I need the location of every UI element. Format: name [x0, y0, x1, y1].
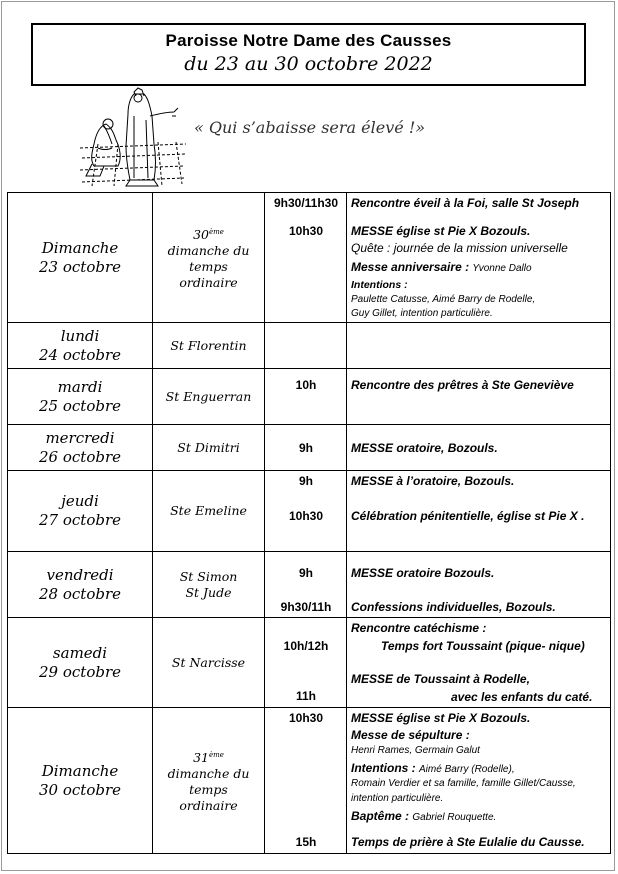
saint-cell: St Florentin: [153, 323, 265, 369]
table-row: [8, 369, 611, 425]
time-cell: [265, 708, 347, 854]
sunday-number: 31: [193, 750, 209, 766]
event-label: Intentions :: [351, 761, 416, 775]
event: Guy Gillet, intention particulière.: [351, 308, 493, 319]
time: 9h: [298, 441, 313, 455]
event: Paulette Catusse, Aimé Barry de Rodelle,: [351, 294, 536, 305]
event-cell: [347, 323, 611, 369]
pharisee-publican-illustration: [78, 86, 188, 190]
day-date: 26 octobre: [39, 447, 121, 466]
saint-cell: Ste Emeline: [153, 471, 265, 552]
day-date: 24 octobre: [39, 345, 121, 364]
day-name: jeudi: [61, 492, 99, 510]
event: Temps de prière à Ste Eulalie du Causse.: [351, 835, 585, 849]
day-cell: [8, 193, 153, 323]
day-cell: [8, 552, 153, 618]
event-value: Gabriel Rouquette.: [412, 812, 497, 823]
event: Temps fort Toussaint (pique- nique): [381, 639, 585, 653]
time-cell: [265, 425, 347, 471]
time-cell: [265, 369, 347, 425]
day-cell: [8, 618, 153, 708]
time-cell: [265, 618, 347, 708]
event: MESSE oratoire, Bozouls.: [351, 441, 498, 455]
event: MESSE église st Pie X Bozouls.: [351, 224, 531, 238]
page-title: Paroisse Notre Dame des Causses: [165, 31, 452, 50]
date-range: du 23 au 30 octobre 2022: [184, 53, 433, 75]
event: Rencontre éveil à la Foi, salle St Joseph: [351, 196, 580, 210]
event-label: Messe anniversaire :: [351, 260, 470, 274]
day-name: lundi: [60, 326, 100, 345]
event-cell: [347, 193, 611, 323]
event: avec les enfants du caté.: [451, 690, 593, 704]
day-date: 23 octobre: [39, 257, 121, 276]
event: [351, 761, 515, 775]
saint-line: temps: [189, 259, 228, 275]
saint-cell: St Narcisse: [153, 618, 265, 708]
time: 9h: [298, 474, 313, 488]
schedule-table: [7, 192, 611, 854]
event-cell: [347, 425, 611, 471]
time: 9h30/11h: [280, 600, 332, 614]
table-row: [8, 425, 611, 471]
event: [351, 260, 532, 274]
event-value: Aimé Barry (Rodelle),: [419, 764, 515, 775]
event: Romain Verdier et sa famille, famille Gillet/Causse,: [351, 778, 576, 789]
time: 10h: [295, 378, 317, 392]
time: 9h: [298, 566, 313, 580]
time: 10h/12h: [283, 639, 329, 653]
event: intention particulière.: [351, 793, 444, 804]
event: MESSE de Toussaint à Rodelle,: [351, 672, 530, 686]
time: 10h30: [288, 509, 324, 523]
event-value: Yvonne Dallo: [472, 263, 532, 274]
event: MESSE à l’oratoire, Bozouls.: [351, 474, 515, 488]
saint-line: ordinaire: [179, 275, 238, 291]
time: 10h30: [288, 224, 324, 238]
event: Henri Rames, Germain Galut: [351, 745, 480, 756]
table-row: [8, 708, 611, 854]
day-cell: [8, 471, 153, 552]
event: Rencontre catéchisme :: [351, 621, 487, 635]
day-name: Dimanche: [41, 238, 119, 257]
time-cell: [265, 323, 347, 369]
event: Messe de sépulture :: [351, 728, 470, 742]
event: MESSE église st Pie X Bozouls.: [351, 711, 531, 725]
event: Intentions :: [351, 279, 408, 291]
event-cell: [347, 708, 611, 854]
event: Quête : journée de la mission universelle: [351, 241, 568, 255]
day-date: 27 octobre: [39, 511, 121, 529]
event-cell: [347, 618, 611, 708]
saint-cell: St Enguerran: [153, 369, 265, 425]
sunday-suffix: ème: [208, 750, 224, 759]
sunday-suffix: ème: [208, 227, 224, 236]
saint-line: St Simon: [179, 568, 238, 584]
table-row: [8, 193, 611, 323]
quote: « Qui s’abaisse sera élevé !»: [194, 118, 426, 137]
day-date: 29 octobre: [39, 662, 121, 681]
saint-line: temps: [189, 782, 228, 798]
title-box: [31, 23, 586, 86]
table-row: [8, 552, 611, 618]
time: 11h: [295, 689, 316, 703]
event-cell: [347, 369, 611, 425]
saint-cell: St Dimitri: [153, 425, 265, 471]
table-row: [8, 323, 611, 369]
day-cell: [8, 323, 153, 369]
saint-cell: [153, 552, 265, 618]
saint-cell: [153, 193, 265, 323]
saint-line: dimanche du: [167, 243, 250, 259]
event: Confessions individuelles, Bozouls.: [351, 600, 556, 614]
table-row: [8, 618, 611, 708]
time: 15h: [295, 835, 317, 849]
day-name: vendredi: [46, 565, 114, 584]
table-row: [8, 471, 611, 552]
time-cell: [265, 471, 347, 552]
day-name: mardi: [57, 377, 103, 396]
event: MESSE oratoire Bozouls.: [351, 566, 495, 580]
saint-line: dimanche du: [167, 766, 250, 782]
event-cell: [347, 552, 611, 618]
saint-line: St Jude: [185, 584, 232, 600]
event-cell: [347, 471, 611, 552]
event: [351, 809, 496, 823]
day-date: 30 octobre: [39, 780, 121, 799]
saint-cell: [153, 708, 265, 854]
time-cell: [265, 552, 347, 618]
event: Rencontre des prêtres à Ste Geneviève: [351, 378, 574, 392]
day-name: mercredi: [45, 428, 115, 447]
day-date: 25 octobre: [39, 396, 121, 415]
event: Célébration pénitentielle, église st Pie X .: [351, 509, 585, 523]
saint-line: ordinaire: [179, 798, 238, 814]
day-cell: [8, 369, 153, 425]
day-cell: [8, 708, 153, 854]
time: 10h30: [288, 711, 324, 725]
event-label: Baptême :: [351, 809, 410, 823]
time-cell: [265, 193, 347, 323]
day-name: Dimanche: [41, 761, 119, 780]
day-name: samedi: [52, 643, 108, 662]
day-cell: [8, 425, 153, 471]
day-date: 28 octobre: [39, 584, 121, 603]
time: 9h30/11h30: [273, 196, 339, 210]
sunday-number: 30: [193, 227, 209, 243]
